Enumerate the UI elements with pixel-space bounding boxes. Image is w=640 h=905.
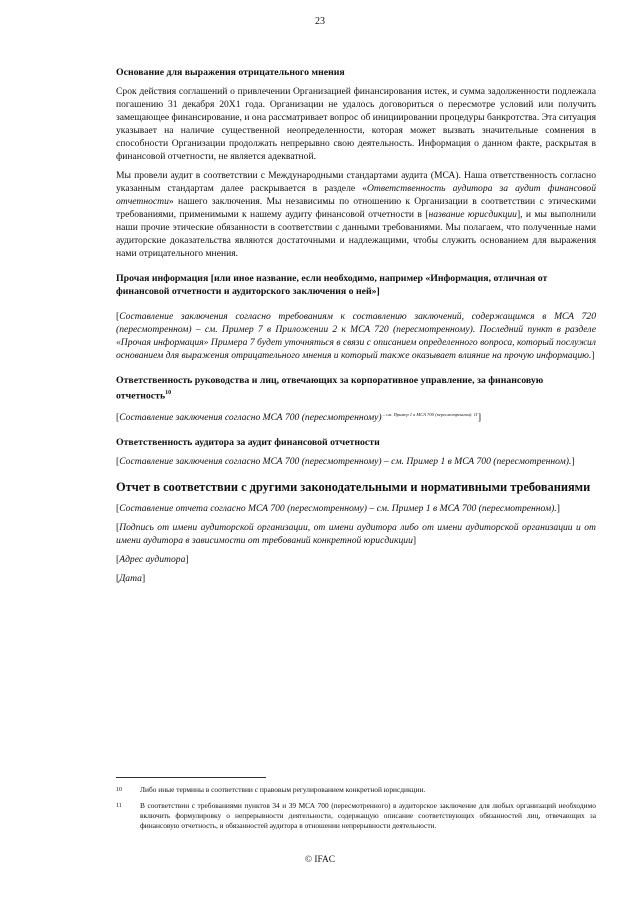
footnote-number: 11 xyxy=(116,803,122,809)
auditor-text: Составление заключения согласно МСА 700 (пересмотренному) – см. Пример 1 в МСА 700 (пересмотренном). xyxy=(119,456,572,468)
footnote xyxy=(116,801,596,831)
footnotes xyxy=(116,777,596,837)
footnote-ref-10: 10 xyxy=(165,390,172,396)
footnote xyxy=(116,785,596,795)
address-text: Адрес аудитора xyxy=(119,554,186,566)
management-heading-text: Ответственность руководства и лиц, отвечающих за корпоративное управление, за финансовую отчетность xyxy=(116,375,544,402)
report-heading: Отчет в соответствии с другими законодательными и нормативными требованиями xyxy=(116,480,591,495)
basis-p2-text-a: Мы провели аудит в соответствии с Международными стандартами аудита (МСА). Наша ответственность согласно указанным стандартам далее раскрывается в разделе « xyxy=(116,170,596,194)
management-body: [Составление заключения согласно МСА 700 (пересмотренному) $^{- см. Пример 1 в МСА 700 (пересмотренном). 11}$] xyxy=(116,412,482,424)
signature-line: [Подпись от имени аудиторской организации, от имени аудитора либо от имени аудиторской организации и от имени аудитора в зависимости от требований конкретной юрисдикции] xyxy=(116,522,596,547)
basis-heading: Основание для выражения отрицательного мнения xyxy=(116,67,345,78)
document-body xyxy=(116,66,596,591)
date-text: Дата xyxy=(119,573,142,585)
footnote-number: 10 xyxy=(116,787,122,793)
address-line: [Адрес аудитора] xyxy=(116,554,189,566)
auditor-heading: Ответственность аудитора за аудит финансовой отчетности xyxy=(116,437,380,449)
footnote-text: В соответствии с требованиями пунктов 34 и 39 МСА 700 (пересмотренного) в аудиторское заключение для любых организаций необходимо включить формулировку о непрерывности деятельности, содержащую описание соответствующих обязанностей лиц, отвечающих за финансовую отчетность, и обязанностей аудитора в отношении непрерывности деятельности. xyxy=(140,801,596,830)
basis-p2-text-c: ], и мы выполнили наши прочие этические обязанности в соответствии с данными требованиями. Мы полагаем, что полученные нами аудиторские доказательства являются достаточными и надлежащими, чтобы служить основанием для выражения нами отрицательного мнения. xyxy=(116,209,596,259)
other-info-heading: Прочая информация [или иное название, если необходимо, например «Информация, отличная от финансовой отчетности и аудиторского заключения о ней»] xyxy=(116,273,548,297)
management-text: Составление заключения согласно МСА 700 (пересмотренному) xyxy=(119,412,382,424)
copyright: © IFAC xyxy=(304,855,336,865)
management-tiny-ref: – см. Пример 1 в МСА 700 (пересмотренном). 11 xyxy=(381,412,478,418)
other-info-body: [Составление заключения согласно требованиям к составлению заключений, содержащимся в МСА 720 (пересмотренном) – см. Пример 7 в Приложении 2 к МСА 720 (пересмотренному). Последний пункт в разделе «Прочая информация» Примера 7 будет уточняться в связи с описанием определенного вопроса, который послужил основанием для выражения отрицательного мнения и который также оказывает влияние на прочую информацию.] xyxy=(116,311,596,361)
signature-text: Подпись от имени аудиторской организации, от имени аудитора либо от имени аудиторской организации и от имени аудитора в зависимости от требований конкретной юрисдикции xyxy=(116,522,596,547)
basis-paragraph-2 xyxy=(116,169,596,260)
footnote-rule xyxy=(116,777,266,778)
date-line: [Дата] xyxy=(116,573,146,585)
basis-p2-text-b: » нашего заключения. Мы независимы по отношению к Организации в соответствии с этическими требованиями, применимыми к нашему аудиту финансовой отчетности в [ xyxy=(116,196,596,220)
report-body: [Составление отчета согласно МСА 700 (пересмотренному) – см. Пример 1 в МСА 700 (пересмотренном).] xyxy=(116,503,560,515)
auditor-body: [Составление заключения согласно МСА 700 (пересмотренному) – см. Пример 1 в МСА 700 (пересмотренном).] xyxy=(116,456,575,468)
basis-p2-italic-1: Ответственность аудитора за аудит финансовой отчетности xyxy=(116,183,596,207)
basis-p2-italic-2: название юрисдикции xyxy=(428,209,517,220)
other-info-text: Составление заключения согласно требованиям к составлению заключений, содержащимся в МСА 720 (пересмотренном) – см. Пример 7 в Приложении 2 к МСА 720 (пересмотренному). Последний пункт в разделе «Прочая информация» Примера 7 будет уточняться в связи с описанием определенного вопроса, который послужил основанием для выражения отрицательного мнения и который также оказывает влияние на прочую информацию. xyxy=(116,311,596,361)
basis-paragraph-1: Срок действия соглашений о привлечении Организацией финансирования истек, и сумма задолженности подлежала погашению 31 декабря 20X1 года. Организации не удалось договориться о пересмотре условий или получить замещающее финансирование, и она рассматривает вопрос об инициировании процедуры банкротства. Эта ситуация указывает на наличие существенной неопределенности, которая может вызвать значительные сомнения в способности Организации продолжать непрерывно свою деятельность. Информация о данном факте, раскрытая в финансовой отчетности, не является адекватной. xyxy=(116,86,596,162)
management-heading xyxy=(116,374,596,402)
report-text: Составление отчета согласно МСА 700 (пересмотренному) – см. Пример 1 в МСА 700 (пересмотренном). xyxy=(119,503,557,515)
footnote-text: Либо иные термины в соответствии с правовым регулированием конкретной юрисдикции. xyxy=(140,785,426,794)
page-number: 23 xyxy=(315,16,325,27)
